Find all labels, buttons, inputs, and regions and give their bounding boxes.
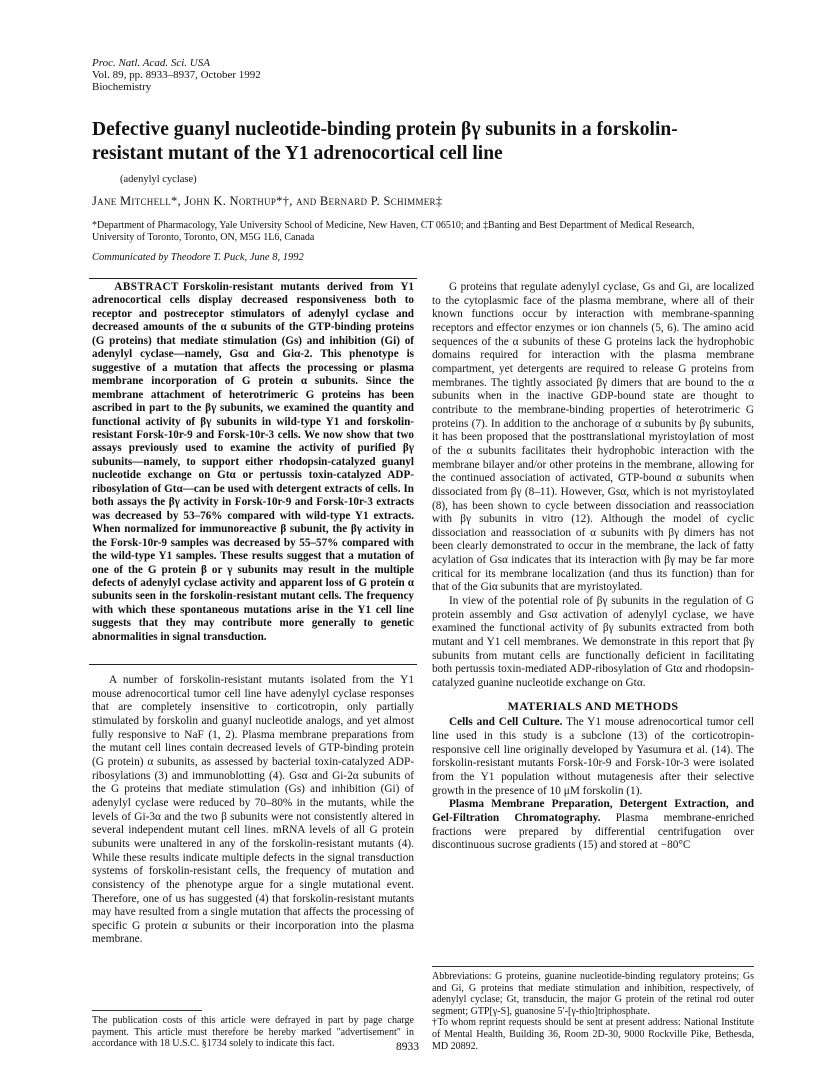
introduction-left	[92, 674, 414, 947]
footnote-rule-right	[432, 966, 754, 967]
page-number: 8933	[396, 1041, 419, 1053]
communicated-by: Communicated by Theodore T. Puck, June 8, 1992	[92, 252, 304, 263]
intro-paragraph: A number of forskolin-resistant mutants isolated from the Y1 mouse adrenocortical tumor cell line have adenylyl cyclase responses that are completely insensitive to corticotropin, only partially stimulated by forskolin and guanyl nucleotide analogs, and yet almost fully responsive to NaF (1, 2). Plasma membrane preparations from the mutant cell lines contain decreased levels of GTP-binding protein (G protein) α subunits, as assessed by bacterial toxin-catalyzed ADP-ribosylations (3) and immunoblotting (4). Gsα and Gi-2α subunits of the G proteins that mediate stimulation (Gs) and inhibition (Gi) of adenylyl cyclase were reduced by 70–80% in the mutants, while the levels of Gi-3α and the two β subunits were not consistently altered in several independent mutant cell lines. mRNA levels of all G protein subunits were unaltered in any of the forskolin-resistant mutants (4). While these results indicate multiple defects in the signal transduction systems of forskolin-resistant cells, the frequency of mutation and consistency of the phenotype argue for a single mutational event. Therefore, one of us has suggested (4) that forskolin-resistant mutants may have resulted from a single mutation that affects the processing of specific G protein α subunits or their incorporation into the plasma membrane.	[92, 674, 414, 946]
footnote-rule	[92, 1010, 202, 1011]
intro-paragraph-3: In view of the potential role of βγ subunits in the regulation of G protein assembly and Gsα activation of adenylyl cyclase, we have examined the functional activity of βγ subunits extracted from both mutant and Y1 cell membranes. We demonstrate in this report that βγ subunits from mutant cells are functionally deficient in facilitating both pertussis toxin-mediated ADP-ribosylation of Gtα and rhodopsin-catalyzed guanine nucleotide exchange on Gtα.	[432, 595, 754, 690]
affiliations: *Department of Pharmacology, Yale University School of Medicine, New Haven, CT 06510; and ‡Banting and Best Department of Medical Research, University of Toronto, Toronto, ON, M5G 1L6, Canada	[92, 220, 695, 243]
article-title: Defective guanyl nucleotide-binding protein βγ subunits in a forskolin-resistant mutant of the Y1 adrenocortical cell line	[92, 119, 678, 164]
methods-heading: MATERIALS AND METHODS	[507, 698, 679, 713]
section-name: Biochemistry	[92, 81, 152, 93]
abstract	[92, 281, 414, 644]
abstract-bottom-rule	[89, 664, 417, 665]
keywords: (adenylyl cyclase)	[120, 174, 197, 185]
author-list: Jane Mitchell*, John K. Northup*†, and Bernard P. Schimmer‡	[92, 194, 443, 208]
abbreviations-note: Abbreviations: G proteins, guanine nucleotide-binding regulatory proteins; Gs and Gi, G proteins that mediate stimulation and inhibition, respectively, of adenylyl cyclase; Gt, transducin, the major G protein of the retinal rod outer segment; GTP[γ-S], guanosine 5′-[γ-thio]triphosphate.	[432, 971, 754, 1017]
intro-paragraph-2: G proteins that regulate adenylyl cyclase, Gs and Gi, are localized to the cytoplasmic face of the plasma membrane, where all of their known functions occur by interaction with membrane-spanning receptors and effector enzymes or ion channels (5, 6). The amino acid sequences of the α subunits of these G proteins lack the hydrophobic domains required for interaction with the plasma membrane compartment, yet detergents are required to release G proteins from membranes. The tightly associated βγ dimers that are bound to the α subunits when in the inactive GDP-bound state are thought to contribute to the membrane-binding properties of heterotrimeric G proteins (7). In addition to the anchorage of α subunits by βγ subunits, it has been proposed that the posttranslational myristoylation of most of the α subunits facilitates their hydrophobic interaction with the membrane bilayer and/or other proteins in the membrane, allowing for the continued association of activated, GTP-bound α subunits when dissociated from βγ (8–11). However, Gsα, which is not myristoylated (8), has been shown to cycle between dissociation and reassociation with βγ subunits in vitro (12). Although the model of cyclic dissociation and reassociation of α subunits with βγ dimers has not been clearly demonstrated to occur in the membrane, the lack of fatty acylation of Gsα indicates that its interaction with βγ may be far more critical for its membrane localization (and thus its function) than for that of the Giα subunits that are myristoylated.	[432, 281, 754, 594]
publication-costs-note: The publication costs of this article were defrayed in part by page charge payment. This article must therefore be hereby marked "advertisement" in accordance with 18 U.S.C. §1734 solely to indicate this fact.	[92, 1015, 414, 1050]
plasma-heading: Plasma Membrane Preparation, Detergent Extraction, and Gel-Filtration Chromatography.	[432, 798, 754, 824]
footnote-right	[432, 966, 754, 1052]
abstract-text: Forskolin-resistant mutants derived from Y1 adrenocortical cells display decreased responsiveness both to receptor and postreceptor stimulators of adenylyl cyclase and decreased amounts of the α subunits of the GTP-binding proteins (G proteins) that mediate stimulation (Gs) and inhibition (Gi) of adenylyl cyclase—namely, Gsα and Giα-2. This phenotype is suggestive of a mutation that affects the processing or plasma membrane incorporation of G protein α subunits. Since the membrane attachment of heterotrimeric G proteins has been ascribed in part to the βγ subunits, we examined the quantity and functional activity of βγ subunits in wild-type Y1 and forskolin-resistant Forsk-10r-9 and Forsk-10r-3 cells. We now show that two assays previously used to examine the activity of purified βγ subunits—namely, to support either rhodopsin-catalyzed guanyl nucleotide exchange on Gtα or pertussis toxin-catalyzed ADP-ribosylation of Gtα—can be used with detergent extracts of cells. In both assays the βγ activity in Forsk-10r-9 and Forsk-10r-3 extracts was decreased by 53–76% compared with wild-type Y1 extracts. When normalized for immunoreactive β subunit, the βγ activity in the Forsk-10r-9 samples was decreased by 55–57% compared with the wild-type Y1 samples. These results suggest that a mutation of one of the G protein β or γ subunits may result in the multiple defects of adenylyl cyclase activity and apparent loss of G protein α subunits seen in the forskolin-resistant mutant cells. The frequency with which these spontaneous mutations arise in the Y1 cell line suggests that they may contribute more generally to genetic abnormalities in signal transduction.	[92, 281, 414, 643]
cells-paragraph	[432, 716, 754, 798]
journal-header	[92, 57, 261, 93]
reprint-note: †To whom reprint requests should be sent at present address: National Institute of Mental Health, Building 36, Room 2D-30, 9000 Rockville Pike, Bethesda, MD 20892.	[432, 1017, 754, 1052]
cells-text: The Y1 mouse adrenocortical tumor cell line used in this study is a subclone (13) of the corticotropin-responsive cell line originally developed by Yasumura et al. (14). The forskolin-resistant mutants Forsk-10r-9 and Forsk-10r-3 were isolated from the Y1 population without mutagenesis after their selective growth in the presence of 10 μM forskolin (1).	[432, 716, 754, 797]
volume-line: Vol. 89, pp. 8933–8937, October 1992	[92, 69, 261, 81]
right-column	[432, 281, 754, 853]
abstract-label: ABSTRACT	[114, 281, 179, 293]
cells-heading: Cells and Cell Culture.	[448, 716, 563, 729]
footnote-left	[92, 1010, 414, 1050]
plasma-text: Plasma membrane-enriched fractions were prepared by differential centrifugation over discontinuous sucrose gradients (15) and stored at −80°C	[432, 811, 754, 852]
plasma-paragraph	[432, 798, 754, 853]
abstract-top-rule	[89, 278, 417, 279]
journal-name: Proc. Natl. Acad. Sci. USA	[92, 57, 210, 69]
